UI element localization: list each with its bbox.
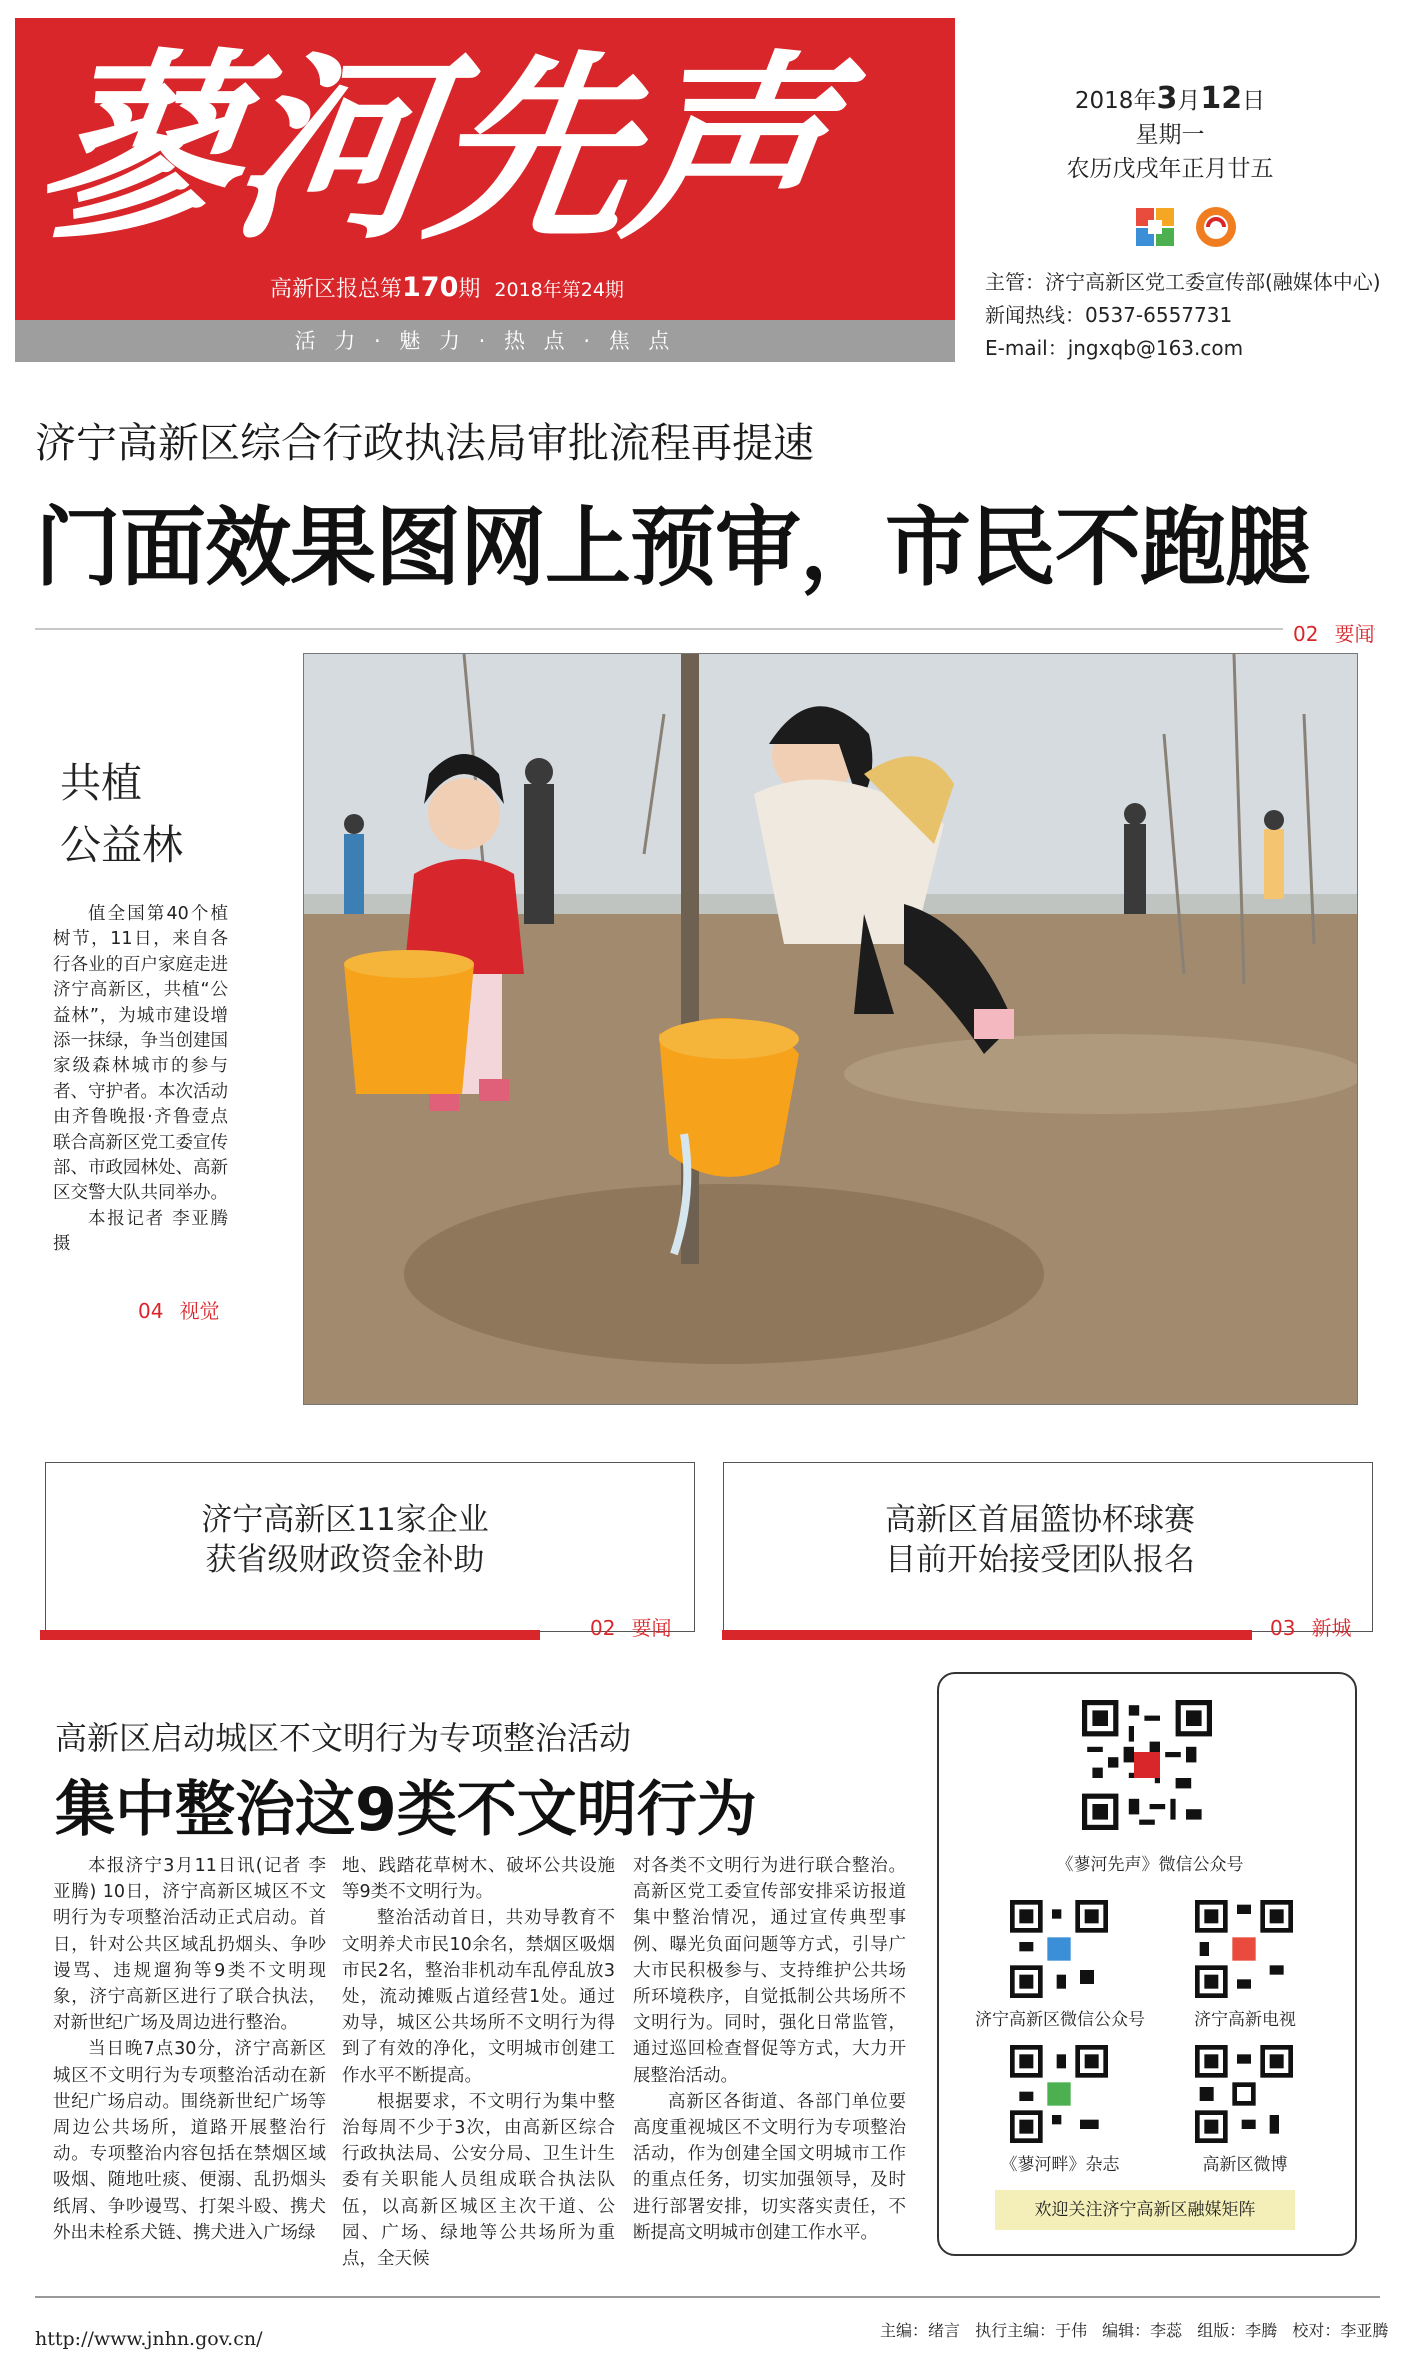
footer-divider [35,2296,1380,2298]
media-logos [1128,202,1248,252]
photo-title [60,752,183,876]
weekday: 星期一 [1135,122,1205,148]
lead-kicker: 济宁高新区综合行政执法局审批流程再提速 [35,419,814,467]
photo-caption [53,902,228,1258]
story-headline[interactable]: 集中整治这9类不文明行为 [55,1775,757,1845]
footer-credits: 主编：绪言 执行主编：于伟 编辑：李蕊 组版：李腾 校对：李亚腾 [880,2321,1389,2340]
qr-code-icon[interactable] [1195,1900,1293,1998]
teaser-title-basketball[interactable] [720,1500,1360,1580]
story-column-3 [633,1853,906,2246]
story-column-1 [53,1853,326,2246]
issue-number: 170 [402,272,459,303]
teaser-page-tag[interactable] [590,1612,671,1641]
story-paragraph: 高新区各街道、各部门单位要高度重视城区不文明行为专项整治活动，作为创建全国文明城市工作的重点任务，切实加强领导，及时进行部署安排，切实落实责任，不断提高文明城市创建工作水平。 [633,2091,906,2243]
photo-title-line1: 共植 [60,759,142,807]
lunar-date: 农历戊戌年正月廿五 [1066,156,1274,182]
qr-caption: 济宁高新区微信公众号 [975,2010,1145,2030]
section-divider [35,628,1375,630]
story-paragraph: 根据要求，不文明行为集中整治每周不少于3次，由高新区综合行政执法局、公安分局、卫生计生委有关职能人员组成联合执法队伍，以高新区城区主次干道、公园、广场、绿地等公共场所为重点，全天候 [342,2091,615,2270]
lead-headline[interactable]: 门面效果图网上预审，市民不跑腿 [35,498,1310,598]
teaser-section: 要闻 [631,1616,672,1640]
teaser-red-bar [40,1630,540,1640]
qr-code-icon[interactable] [1010,2045,1108,2143]
story-kicker: 高新区启动城区不文明行为专项整治活动 [55,1719,632,1757]
photo-page-tag[interactable] [138,1295,219,1324]
lead-page-tag[interactable] [1283,618,1374,647]
story-paragraph: 地、践踏花草树木、破坏公共设施等9类不文明行为。 [342,1856,615,1903]
teaser-line: 高新区首届篮协杯球赛 [885,1502,1195,1538]
date-day-char: 日 [1242,88,1266,114]
story-paragraph: 整治活动首日，共劝导教育不文明养犬市民10余名，禁烟区吸烟市民2名，整治非机动车乱停乱放3处，流动摊贩占道经营1处。通过劝导，城区公共场所不文明行为得到了有效的净化，文明城市创建工作水平不断提高。 [342,1908,615,2086]
qr-caption: 《蓼河畔》杂志 [1000,2155,1120,2175]
contact-info [985,266,1381,365]
story-column-2 [342,1853,615,2272]
year-issue: 2018年第24期 [494,279,624,301]
lead-section: 要闻 [1334,622,1375,646]
issue-suffix: 期 [458,277,481,302]
teaser-page-number: 02 [590,1616,616,1640]
teaser-red-bar [722,1630,1252,1640]
story-paragraph: 本报济宁3月11日讯(记者 李亚腾) 10日，济宁高新区城区不文明行为专项整治活动正式启动。首日，针对公共区域乱扔烟头、争吵谩骂、违规遛狗等9类不文明现象，济宁高新区进行了联合执法，对新世纪广场及周边进行整治。 [53,1856,326,2034]
tree-planting-photo [303,653,1358,1405]
hotline: 新闻热线：0537-6557731 [985,303,1233,327]
issue-line [270,272,624,303]
photo-credit: 本报记者 李亚腾 摄 [53,1208,228,1255]
issue-prefix: 高新区报总第 [270,277,403,302]
qr-caption: 高新区微博 [1202,2155,1288,2175]
teaser-page-tag[interactable] [1270,1612,1351,1641]
story-paragraph: 当日晚7点30分，济宁高新区城区不文明行为专项整治活动在新世纪广场启动。围绕新世纪广场等周边公共场所，道路开展整治行动。专项整治内容包括在禁烟区域吸烟、随地吐痰、便溺、乱扔烟头纸屑、争吵谩骂、打架斗殴、携犬外出未栓系犬链、携犬进入广场绿 [53,2039,326,2243]
sponsor-line: 主管：济宁高新区党工委宣传部(融媒体中心) [985,270,1381,294]
date-month: 3 [1156,81,1178,116]
date-block [1010,82,1330,186]
qr-code-icon[interactable] [1195,2045,1293,2143]
colorful-square-logo-icon [1136,208,1174,246]
teaser-page-number: 03 [1270,1616,1296,1640]
email: E-mail：jngxqb@163.com [985,336,1244,360]
qr-code-icon[interactable] [1010,1900,1108,1998]
follow-banner: 欢迎关注济宁高新区融媒矩阵 [995,2190,1295,2230]
date-month-char: 月 [1177,88,1201,114]
date-day: 12 [1200,81,1243,116]
qr-main-caption: 《蓼河先声》微信公众号 [1056,1855,1244,1875]
teaser-title-subsidy[interactable] [45,1500,645,1580]
lead-page-number: 02 [1293,622,1319,646]
teaser-line: 济宁高新区11家企业 [201,1502,489,1538]
teaser-line: 目前开始接受团队报名 [885,1542,1195,1578]
date-year: 2018年 [1074,88,1157,114]
photo-title-line2: 公益林 [60,821,183,869]
wechat-qr-code-icon[interactable] [1082,1700,1212,1830]
slogan-stripe: 活 力 · 魅 力 · 热 点 · 焦 点 [15,320,955,362]
photo-section: 视觉 [179,1299,220,1323]
teaser-line: 获省级财政资金补助 [205,1542,485,1578]
photo-caption-text: 值全国第40个植树节，11日，来自各行各业的百户家庭走进济宁高新区，共植“公益林”，为城市建设增添一抹绿，争当创建国家级森林城市的参与者、守护者。本次活动由齐鲁晚报·齐鲁壹点联合高新区党工委宣传部、市政园林处、高新区交警大队共同举办。 [53,904,228,1204]
publication-date [1010,82,1330,118]
teaser-section: 新城 [1311,1616,1352,1640]
story-paragraph: 对各类不文明行为进行联合整治。高新区党工委宣传部安排采访报道集中整治情况，通过宣传典型事例、曝光负面问题等方式，引导广大市民积极参与、支持维护公共场所环境秩序，自觉抵制公共场所不文明行为。同时，强化日常监管，通过巡回检查督促等方式，大力开展整治活动。 [633,1856,906,2086]
qr-caption: 济宁高新电视 [1194,2010,1296,2030]
footer-url-link[interactable]: http://www.jnhn.gov.cn/ [35,2328,263,2350]
newspaper-logo: 蓼河先声 [23,32,841,267]
photo-page-number: 04 [138,1299,164,1323]
swirl-logo-icon [1196,207,1236,247]
